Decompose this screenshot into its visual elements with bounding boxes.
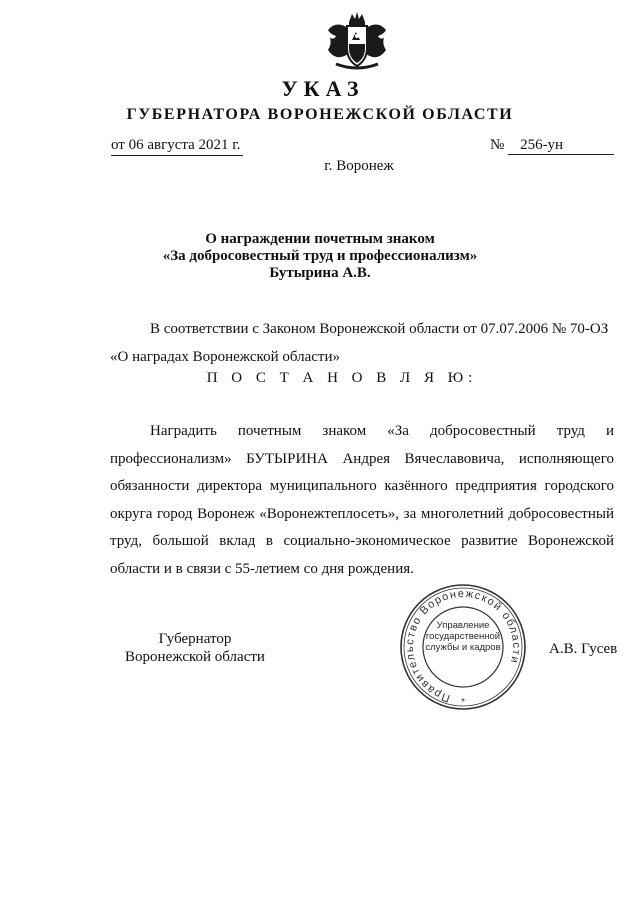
stamp-star-icon: * <box>461 697 465 708</box>
signatory-position <box>110 630 280 666</box>
basis-line: В соответствии с Законом Воронежской области от 07.07.2006 № 70-ОЗ <box>150 321 609 337</box>
stamp-line: государственной <box>425 631 501 642</box>
decree-word: П О С Т А Н О В Л Я Ю: <box>206 370 478 386</box>
document-city: г. Воронеж <box>324 158 394 174</box>
document-issuer: ГУБЕРНАТОРА ВОРОНЕЖСКОЙ ОБЛАСТИ <box>126 106 514 123</box>
number-sign: № <box>490 137 505 153</box>
basis-line: «О наградах Воронежской области» <box>110 349 341 365</box>
position-line: Губернатор <box>158 631 232 647</box>
coat-of-arms-emblem-icon <box>322 10 392 72</box>
decree-body <box>110 418 614 583</box>
body-paragraph: Наградить почетным знаком «За добросовестный труд и профессионализм» БУТЫРИНА Андрея Вячеславовича, исполняющего обязанности директора муниципального казённого предприятия городского округа город Воронеж «Воронежтеплосеть», за многолетний добросовестный труд, большой вклад в социально-экономическое развитие Воронежской области и в связи с 55-летием со дня рождения. <box>110 423 614 577</box>
document-date: от 06 августа 2021 г. <box>111 137 243 156</box>
signatory-name: А.В. Гусев <box>549 641 618 657</box>
document-number <box>490 137 614 155</box>
stamp-line: службы и кадров <box>425 642 501 653</box>
stamp-center-text <box>420 620 506 653</box>
decree-heading <box>0 231 640 282</box>
stamp-ring-text: Правительство Воронежской области <box>403 587 523 705</box>
legal-basis <box>110 315 614 371</box>
document-title: УКАЗ <box>281 76 365 101</box>
heading-line: «За добросовестный труд и профессионализм» <box>162 248 478 264</box>
heading-line: Бутырина А.В. <box>269 265 371 281</box>
number-value: 256-ун <box>508 137 614 155</box>
stamp-line: Управление <box>436 620 490 631</box>
position-line: Воронежской области <box>125 649 265 665</box>
heading-line: О награждении почетным знаком <box>205 231 435 247</box>
